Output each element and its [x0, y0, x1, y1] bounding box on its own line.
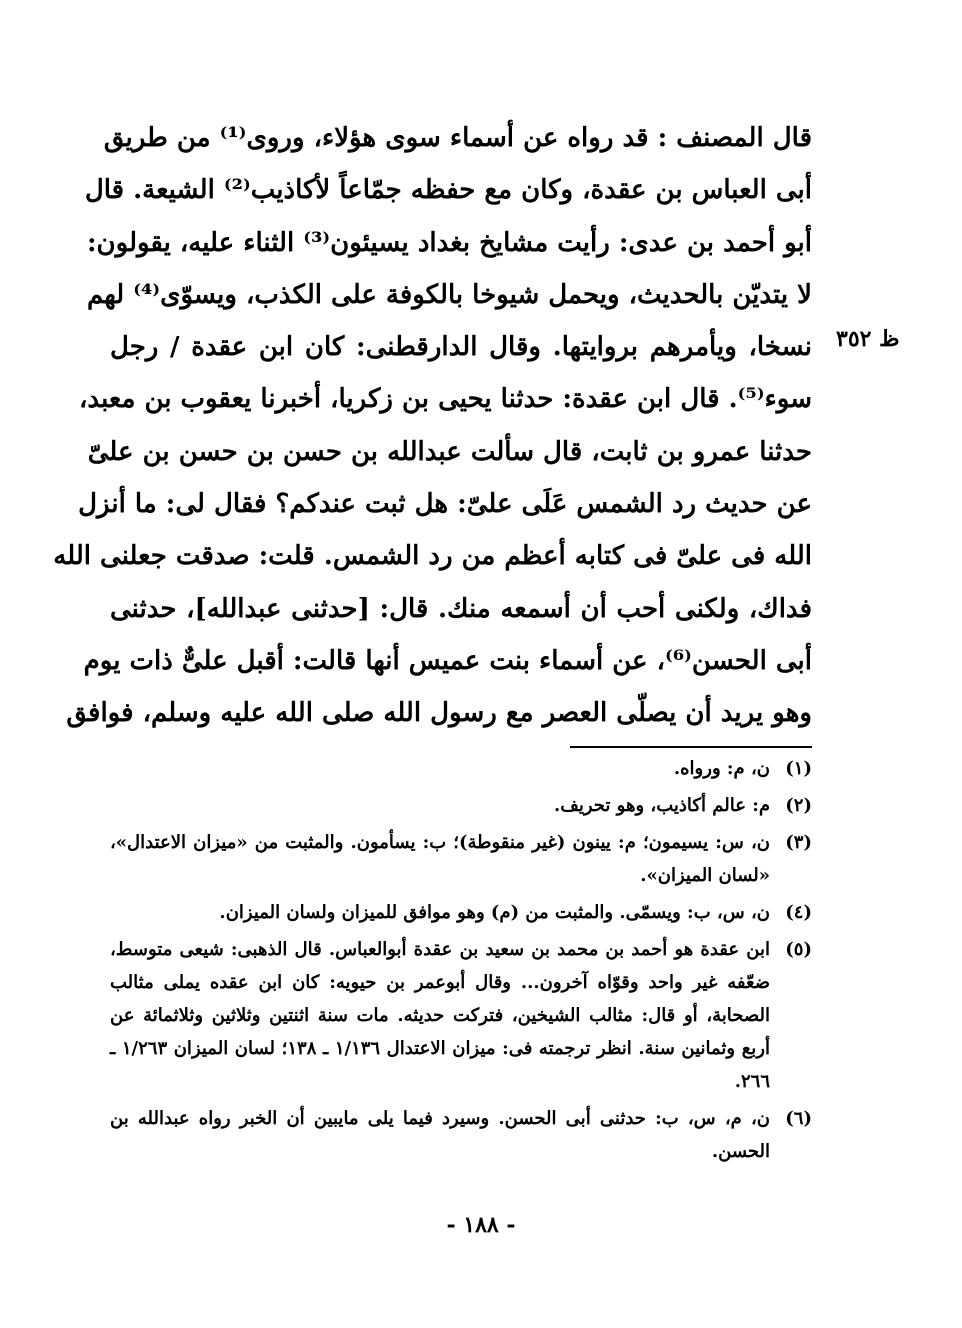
main-text — [53, 112, 813, 740]
text-line: لا يتديّن بالحديث، ويحمل شيوخا بالكوفة على الكذب، ويسوّى⁽⁴⁾ لهم — [87, 279, 812, 310]
footnote-text: ن، م: ورواه. — [673, 758, 770, 779]
footnote-separator — [570, 746, 812, 748]
footnote-number: (١) — [785, 758, 812, 779]
footnote-6 — [110, 1102, 812, 1168]
text-line: أبو أحمد بن عدى: رأيت مشايخ بغداد يسيئون⁽³⁾ الثناء عليه، يقولون: — [86, 227, 812, 258]
footnote-4 — [110, 896, 812, 929]
text-line: عن حديث رد الشمس عَلَى علىّ: هل ثبت عندكم؟ فقال لى: ما أنزل — [78, 489, 812, 520]
footnote-text: ن، س: يسيمون؛ م: يينون (غير منقوطة)؛ ب: يسأمون. والمثبت من «ميزان الاعتدال»، «لسان الميزان». — [110, 832, 770, 886]
footnote-5 — [110, 933, 812, 1098]
footnote-2 — [110, 789, 812, 822]
footnote-text: ن، م، س، ب: حدثنى أبى الحسن. وسيرد فيما يلى مايبين أن الخبر رواه عبدالله بن الحسن. — [110, 1108, 770, 1162]
footnote-number: (٦) — [785, 1108, 812, 1129]
footnote-text: ن، س، ب: ويسمّى. والمثبت من (م) وهو موافق للميزان ولسان الميزان. — [219, 902, 770, 923]
footnote-number: (٥) — [785, 939, 812, 960]
footnote-number: (٢) — [785, 795, 812, 816]
footnotes — [110, 752, 812, 1172]
footnote-3 — [110, 826, 812, 892]
text-line: فداك، ولكنى أحب أن أسمعه منك. قال: [حدثنى عبدالله]، حدثنى — [110, 593, 812, 624]
text-line: وهو يريد أن يصلّى العصر مع رسول الله صلى الله عليه وسلم، فوافق — [66, 698, 812, 729]
footnote-number: (٤) — [785, 902, 812, 923]
manuscript-folio-reference: ظ ٣٥٢ — [836, 326, 900, 352]
footnote-text: م: عالم أكاذيب، وهو تحريف. — [553, 795, 770, 816]
text-line: الله فى علىّ فى كتابه أعظم من رد الشمس. قلت: صدقت جعلنى الله — [53, 541, 812, 572]
text-line: قال المصنف : قد رواه عن أسماء سوى هؤلاء، وروى⁽¹⁾ من طريق — [103, 123, 812, 153]
text-line: أبى الحسن⁽⁶⁾، عن أسماء بنت عميس أنها قالت: أقبل علىٌّ ذات يوم — [83, 645, 812, 676]
footnote-1 — [110, 752, 812, 785]
text-line: سوء⁽⁵⁾. قال ابن عقدة: حدثنا يحيى بن زكريا، أخبرنا يعقوب بن معبد، — [79, 384, 812, 415]
footnote-text: ابن عقدة هو أحمد بن محمد بن سعيد بن عقدة أبوالعباس. قال الذهبى: شيعى متوسط، ضعّفه غير واحد وقوّاه آخرون... وقال أبوعمر بن حيويه: كان ابن عقده يملى مثالب الصحابة، أو قال: مثالب الشيخين، فتركت حديثه. مات سنة اثنتين وثلاثين وثلاثمائة عن أربع وثمانين سنة. انظر ترجمته فى: ميزان الاعتدال ١/١٣٦ ـ ١٣٨؛ لسان الميزان ١/٢٦٣ ـ ٢٦٦. — [110, 939, 770, 1092]
footnote-number: (٣) — [785, 832, 812, 853]
text-line: حدثنا عمرو بن ثابت، قال سألت عبدالله بن حسن بن حسن بن علىّ — [87, 436, 812, 467]
text-line: نسخا، ويأمرهم بروايتها. وقال الدارقطنى: كان ابن عقدة / رجل — [110, 332, 813, 363]
page-number: - ١٨٨ - — [446, 1212, 516, 1238]
text-line: أبى العباس بن عقدة، وكان مع حفظه جمّاعاً لأكاذيب⁽²⁾ الشيعة. قال — [84, 175, 812, 206]
